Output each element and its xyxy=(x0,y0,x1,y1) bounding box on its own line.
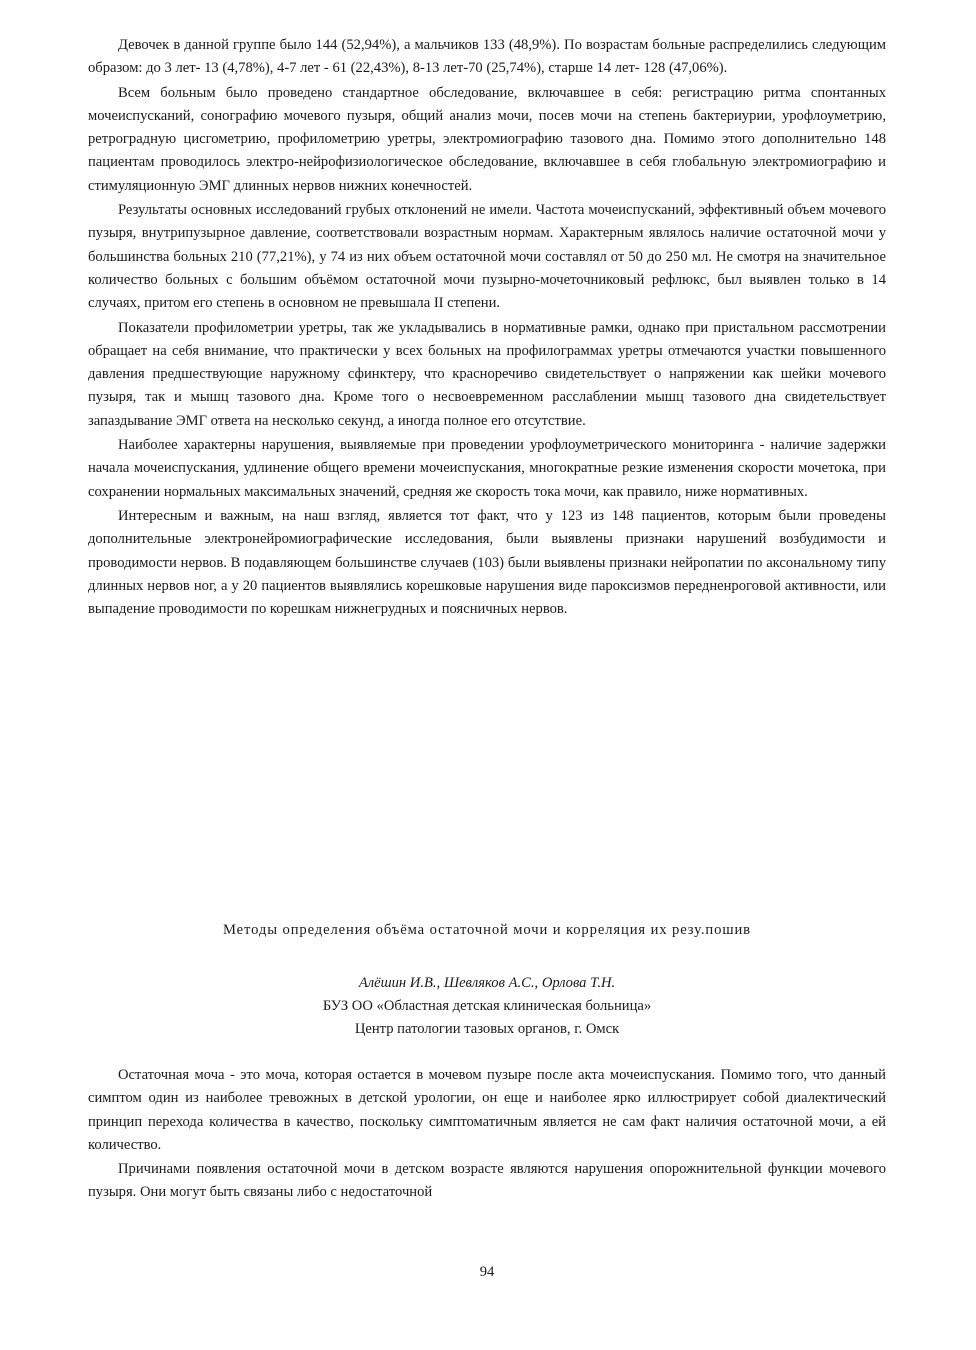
paragraph: Интересным и важным, на наш взгляд, является тот факт, что у 123 из 148 пациентов, которым были проведены дополнительные электронейромиографические исследования, были выявлены признаки нарушений возбудимости и проводимости нервов. В подавляющем большинстве случаев (103) были выявлены признаки нейропатии по аксональному типу длинных нервов ног, а у 20 пациентов выявлялись корешковые нарушения виде пароксизмов передненроговой активности, или выпадение проводимости по корешкам нижнегрудных и поясничных нервов. xyxy=(88,507,886,618)
institution: БУЗ ОО «Областная детская клиническая больница» xyxy=(322,998,652,1014)
paragraph: Девочек в данной группе было 144 (52,94%), а мальчиков 133 (48,9%). По возрастам больные распределились следующим образом: до 3 лет- 13 (4,78%), 4-7 лет - 61 (22,43%), 8-13 лет-70 (25,74%), старше 14 лет- 128 (47,06%). xyxy=(88,37,886,77)
paragraph: Показатели профилометрии уретры, так же укладывались в нормативные рамки, однако при пристальном рассмотрении обращает на себя внимание, что практически у всех больных на профилограммах уретры отмечаются участки повышенного давления предшествующие наружному сфинктеру, что красноречиво свидетельствует о напряжении как шейки мочевого пузыря, так и мышц тазового дна. Кроме того о несвоевременном расслаблении мышц тазового дна свидетельствует запаздывание ЭМГ ответа на несколько секунд, а иногда полное его отсутствие. xyxy=(88,319,886,429)
paragraph: Остаточная моча - это моча, которая остается в мочевом пузыре после акта мочеиспускания. Помимо того, что данный симптом один из наиболее тревожных в детской урологии, он еще и наиболее ярко иллюстрирует собой диалектический принцип перехода количества в качество, поскольку симптоматичным является не сам факт наличия остаточной мочи, а ей количество. xyxy=(88,1067,886,1153)
paragraph: Всем больным было проведено стандартное обследование, включавшее в себя: регистрацию ритма спонтанных мочеиспусканий, сонографию мочевого пузыря, общий анализ мочи, посев мочи на степень бактериурии, урофлоуметрию, ретроградную цисгометрию, профилометрию уретры, электромиографию тазового дна. Помимо этого дополнительно 148 пациентам проводилось электро-нейрофизиологическое обследование, включавшее в себя глобальную электромиографию и стимуляционную ЭМГ длинных нервов нижних конечностей. xyxy=(88,84,886,194)
abstract xyxy=(88,1064,886,1206)
page xyxy=(88,34,886,1280)
authors: Алёшин И.В., Шевляков А.С., Орлова Т.Н. xyxy=(358,975,616,991)
paragraph: Причинами появления остаточной мочи в детском возрасте являются нарушения опорожнительной функции мочевого пузыря. Они могут быть связаны либо с недостаточной xyxy=(88,1161,886,1201)
body-text xyxy=(88,34,886,621)
authors-block xyxy=(88,972,886,1041)
paragraph: Результаты основных исследований грубых отклонений не имели. Частота мочеиспусканий, эффективный объем мочевого пузыря, внутрипузырное давление, соответствовали возрастным нормам. Характерным являлось наличие остаточной мочи у большинства больных 210 (77,21%), у 74 из них объем остаточной мочи составлял от 50 до 250 мл. Не смотря на значительное количество больных с большим объёмом остаточной мочи пузырно-мочеточниковый рефлюкс, был выявлен только в 14 случаях, притом его степень в основном не превышала II степени. xyxy=(88,202,886,312)
page-number: 94 xyxy=(479,1264,495,1280)
paragraph: Наиболее характерны нарушения, выявляемые при проведении урофлоуметрического мониторинга - наличие задержки начала мочеиспускания, удлинение общего времени мочеиспускания, многократные резкие изменения скорости мочетока, при сохранении нормальных максимальных значений, средняя же скорость тока мочи, как правило, ниже нормативных. xyxy=(88,437,886,500)
center: Центр патологии тазовых органов, г. Омск xyxy=(354,1021,620,1037)
section-title: Методы определения объёма остаточной мочи и корреляция их резу.пошив xyxy=(223,922,751,938)
